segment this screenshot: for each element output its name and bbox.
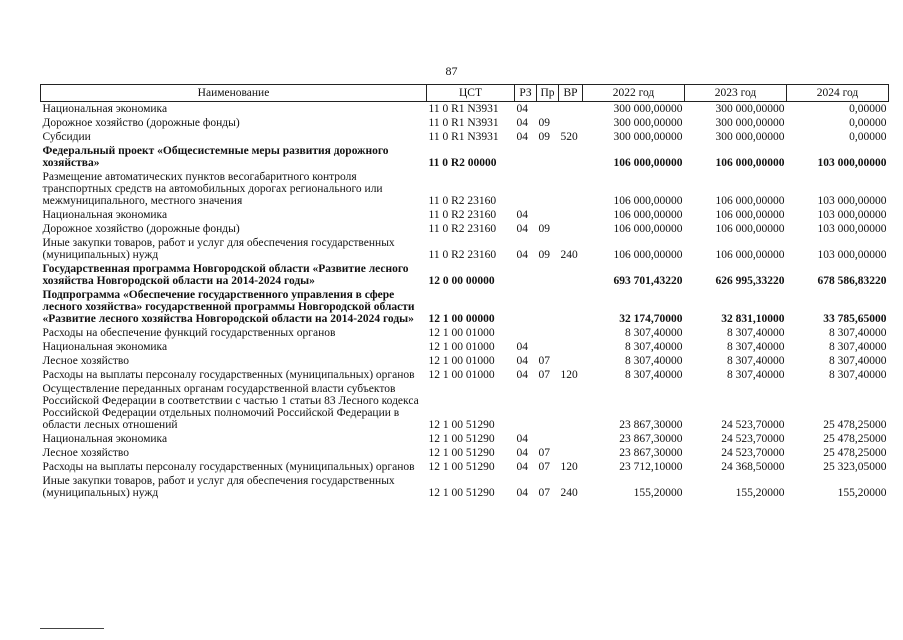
header-2023: 2023 год: [685, 85, 787, 102]
cell-y2024: 0,00000: [849, 131, 887, 143]
cell-y2024: 8 307,40000: [829, 341, 887, 353]
cell-y2024: 0,00000: [849, 103, 887, 115]
cell-pr: 07: [538, 369, 550, 381]
cell-pr: 09: [538, 249, 550, 261]
cell-pr: [537, 170, 559, 208]
cell-vr: 520: [560, 131, 578, 143]
cell-y2024: 103 000,00000: [817, 249, 887, 261]
cell-cst: 11 0 R2 23160: [428, 209, 497, 221]
cell-vr: [559, 116, 583, 130]
cell-y2022: 155,20000: [633, 487, 683, 499]
cell-y2024: 678 586,83220: [817, 275, 887, 287]
table-row: [41, 236, 889, 262]
table-header-row: [41, 85, 889, 102]
cell-pr: [537, 144, 559, 170]
cell-y2022: 23 712,10000: [619, 461, 683, 473]
cell-y2022: 8 307,40000: [625, 369, 683, 381]
cell-y2024: 25 478,25000: [823, 433, 887, 445]
cell-name: Расходы на выплаты персоналу государственных (муниципальных) органов: [42, 369, 415, 381]
header-rz: РЗ: [515, 85, 537, 102]
cell-rz: 04: [516, 433, 528, 445]
cell-y2023: 626 995,33220: [715, 275, 785, 287]
cell-y2023: 300 000,00000: [715, 131, 785, 143]
cell-y2024: 103 000,00000: [817, 157, 887, 169]
budget-table: [40, 84, 889, 500]
cell-y2023: 106 000,00000: [715, 195, 785, 207]
cell-vr: [559, 222, 583, 236]
cell-cst: 12 1 00 51290: [428, 461, 495, 473]
cell-vr: [559, 144, 583, 170]
cell-y2022: 32 174,70000: [619, 313, 683, 325]
header-2024: 2024 год: [787, 85, 889, 102]
cell-y2023: 24 523,70000: [721, 419, 785, 431]
cell-rz: 04: [516, 249, 528, 261]
cell-rz: 04: [516, 461, 528, 473]
cell-vr: 240: [560, 249, 578, 261]
cell-y2022: 106 000,00000: [613, 223, 683, 235]
cell-rz: 04: [516, 341, 528, 353]
cell-y2024: 103 000,00000: [817, 209, 887, 221]
cell-vr: 120: [560, 461, 578, 473]
table-row: [41, 340, 889, 354]
cell-rz: 04: [516, 131, 528, 143]
cell-name: Национальная экономика: [42, 341, 168, 353]
cell-name: Дорожное хозяйство (дорожные фонды): [42, 117, 240, 129]
cell-pr: [537, 326, 559, 340]
cell-y2023: 106 000,00000: [715, 223, 785, 235]
cell-y2024: 8 307,40000: [829, 355, 887, 367]
cell-vr: [559, 382, 583, 432]
cell-pr: 07: [538, 487, 550, 499]
table-row: [41, 222, 889, 236]
table-row: [41, 460, 889, 474]
table-row: [41, 446, 889, 460]
cell-cst: 12 1 00 01000: [428, 369, 495, 381]
cell-y2022: 106 000,00000: [613, 157, 683, 169]
cell-vr: [559, 432, 583, 446]
cell-y2024: 103 000,00000: [817, 223, 887, 235]
cell-pr: [537, 382, 559, 432]
cell-vr: [559, 288, 583, 326]
table-row: [41, 144, 889, 170]
cell-y2022: 8 307,40000: [625, 341, 683, 353]
cell-pr: 07: [538, 461, 550, 473]
header-vr: ВР: [559, 85, 583, 102]
cell-vr: [559, 326, 583, 340]
cell-y2022: 300 000,00000: [613, 117, 683, 129]
table-row: [41, 368, 889, 382]
cell-y2023: 106 000,00000: [715, 157, 785, 169]
cell-cst: 11 0 R1 N3931: [428, 131, 499, 143]
cell-rz: [515, 382, 537, 432]
cell-name: Государственная программа Новгородской области «Развитие лесного хозяйства Новгородской области на 2014-2024 годы»: [42, 263, 409, 287]
cell-y2022: 8 307,40000: [625, 355, 683, 367]
cell-y2022: 300 000,00000: [613, 103, 683, 115]
cell-y2023: 8 307,40000: [727, 327, 785, 339]
cell-y2022: 693 701,43220: [613, 275, 683, 287]
cell-name: Расходы на выплаты персоналу государственных (муниципальных) органов: [42, 461, 415, 473]
table-row: [41, 474, 889, 500]
cell-pr: [537, 432, 559, 446]
cell-y2022: 8 307,40000: [625, 327, 683, 339]
table-row: [41, 116, 889, 130]
cell-pr: 07: [538, 355, 550, 367]
cell-name: Лесное хозяйство: [42, 447, 130, 459]
table-row: [41, 326, 889, 340]
cell-y2023: 24 523,70000: [721, 433, 785, 445]
cell-vr: [559, 340, 583, 354]
cell-name: Дорожное хозяйство (дорожные фонды): [42, 223, 240, 235]
cell-cst: 11 0 R2 23160: [428, 195, 497, 207]
header-cst: ЦСТ: [427, 85, 515, 102]
cell-cst: 12 1 00 51290: [428, 447, 495, 459]
cell-y2023: 24 523,70000: [721, 447, 785, 459]
cell-y2022: 23 867,30000: [619, 419, 683, 431]
table-row: [41, 382, 889, 432]
cell-y2023: 24 368,50000: [721, 461, 785, 473]
cell-y2024: 103 000,00000: [817, 195, 887, 207]
cell-vr: [559, 354, 583, 368]
cell-y2023: 300 000,00000: [715, 103, 785, 115]
cell-pr: [537, 208, 559, 222]
cell-y2022: 300 000,00000: [613, 131, 683, 143]
cell-name: Субсидии: [42, 131, 91, 143]
cell-cst: 12 1 00 00000: [428, 313, 495, 325]
cell-name: Иные закупки товаров, работ и услуг для обеспечения государственных (муниципальных) нужд: [42, 237, 395, 261]
cell-y2024: 8 307,40000: [829, 369, 887, 381]
cell-pr: [537, 102, 559, 117]
cell-y2024: 8 307,40000: [829, 327, 887, 339]
cell-pr: 09: [538, 131, 550, 143]
cell-rz: 04: [516, 447, 528, 459]
cell-cst: 12 1 00 01000: [428, 355, 495, 367]
cell-y2022: 106 000,00000: [613, 249, 683, 261]
cell-rz: 04: [516, 117, 528, 129]
cell-y2024: 25 478,25000: [823, 447, 887, 459]
cell-pr: [537, 340, 559, 354]
cell-name: Расходы на обеспечение функций государственных органов: [42, 327, 336, 339]
cell-y2023: 32 831,10000: [721, 313, 785, 325]
header-pr: Пр: [537, 85, 559, 102]
cell-y2022: 23 867,30000: [619, 447, 683, 459]
table-row: [41, 170, 889, 208]
cell-vr: 240: [560, 487, 578, 499]
cell-rz: 04: [516, 355, 528, 367]
cell-cst: 11 0 R2 23160: [428, 223, 497, 235]
cell-vr: [559, 262, 583, 288]
cell-pr: [537, 288, 559, 326]
cell-rz: 04: [516, 369, 528, 381]
cell-vr: [559, 102, 583, 117]
cell-rz: 04: [516, 223, 528, 235]
cell-cst: 12 1 00 01000: [428, 341, 495, 353]
cell-cst: 11 0 R1 N3931: [428, 103, 499, 115]
cell-rz: [515, 144, 537, 170]
footer-rule: [40, 628, 104, 629]
cell-rz: 04: [516, 209, 528, 221]
cell-cst: 12 1 00 51290: [428, 419, 495, 431]
cell-y2023: 300 000,00000: [715, 117, 785, 129]
cell-y2023: 8 307,40000: [727, 341, 785, 353]
cell-vr: 120: [560, 369, 578, 381]
cell-name: Осуществление переданных органам государственной власти субъектов Российской Федерации в соответствии с частью 1 статьи 83 Лесного кодекса Российской Федерации отдельных полномочий Российской Федерации в области лесных отношений: [42, 383, 419, 431]
cell-name: Национальная экономика: [42, 103, 168, 115]
table-row: [41, 432, 889, 446]
cell-y2023: 106 000,00000: [715, 249, 785, 261]
cell-cst: 11 0 R1 N3931: [428, 117, 499, 129]
cell-y2024: 25 323,05000: [823, 461, 887, 473]
cell-cst: 12 1 00 01000: [428, 327, 495, 339]
cell-cst: 11 0 R2 23160: [428, 249, 497, 261]
cell-rz: [515, 262, 537, 288]
cell-y2024: 25 478,25000: [823, 419, 887, 431]
cell-y2024: 33 785,65000: [823, 313, 887, 325]
header-2022: 2022 год: [583, 85, 685, 102]
cell-pr: [537, 262, 559, 288]
cell-name: Лесное хозяйство: [42, 355, 130, 367]
cell-rz: 04: [516, 487, 528, 499]
cell-y2022: 23 867,30000: [619, 433, 683, 445]
cell-rz: [515, 170, 537, 208]
cell-y2022: 106 000,00000: [613, 209, 683, 221]
cell-y2023: 8 307,40000: [727, 355, 785, 367]
cell-name: Федеральный проект «Общесистемные меры развития дорожного хозяйства»: [42, 145, 389, 169]
cell-y2022: 106 000,00000: [613, 195, 683, 207]
cell-y2024: 0,00000: [849, 117, 887, 129]
cell-rz: [515, 288, 537, 326]
cell-pr: 07: [538, 447, 550, 459]
table-row: [41, 130, 889, 144]
cell-pr: 09: [538, 223, 550, 235]
cell-name: Иные закупки товаров, работ и услуг для обеспечения государственных (муниципальных) нужд: [42, 475, 395, 499]
cell-name: Национальная экономика: [42, 433, 168, 445]
cell-cst: 12 1 00 51290: [428, 433, 495, 445]
cell-y2023: 155,20000: [735, 487, 785, 499]
cell-rz: [515, 326, 537, 340]
cell-cst: 12 0 00 00000: [428, 275, 495, 287]
cell-rz: 04: [516, 103, 528, 115]
cell-y2023: 8 307,40000: [727, 369, 785, 381]
table-row: [41, 208, 889, 222]
table-row: [41, 262, 889, 288]
cell-pr: 09: [538, 117, 550, 129]
table-row: [41, 354, 889, 368]
header-name: Наименование: [41, 85, 427, 102]
cell-name: Размещение автоматических пунктов весогабаритного контроля транспортных средств на автомобильных дорогах регионального или межмуниципального, местного значения: [42, 171, 383, 207]
cell-vr: [559, 446, 583, 460]
cell-cst: 12 1 00 51290: [428, 487, 495, 499]
cell-y2023: 106 000,00000: [715, 209, 785, 221]
table-body: [41, 102, 889, 501]
cell-name: Подпрограмма «Обеспечение государственного управления в сфере лесного хозяйства» государственной программы Новгородской области «Развитие лесного хозяйства Новгородской области на 2014-2024 годы»: [42, 289, 415, 325]
cell-name: Национальная экономика: [42, 209, 168, 221]
cell-cst: 11 0 R2 00000: [428, 157, 497, 169]
cell-vr: [559, 170, 583, 208]
table-row: [41, 288, 889, 326]
cell-y2024: 155,20000: [837, 487, 887, 499]
table-row: [41, 102, 889, 117]
page-number: 87: [445, 64, 458, 78]
cell-vr: [559, 208, 583, 222]
